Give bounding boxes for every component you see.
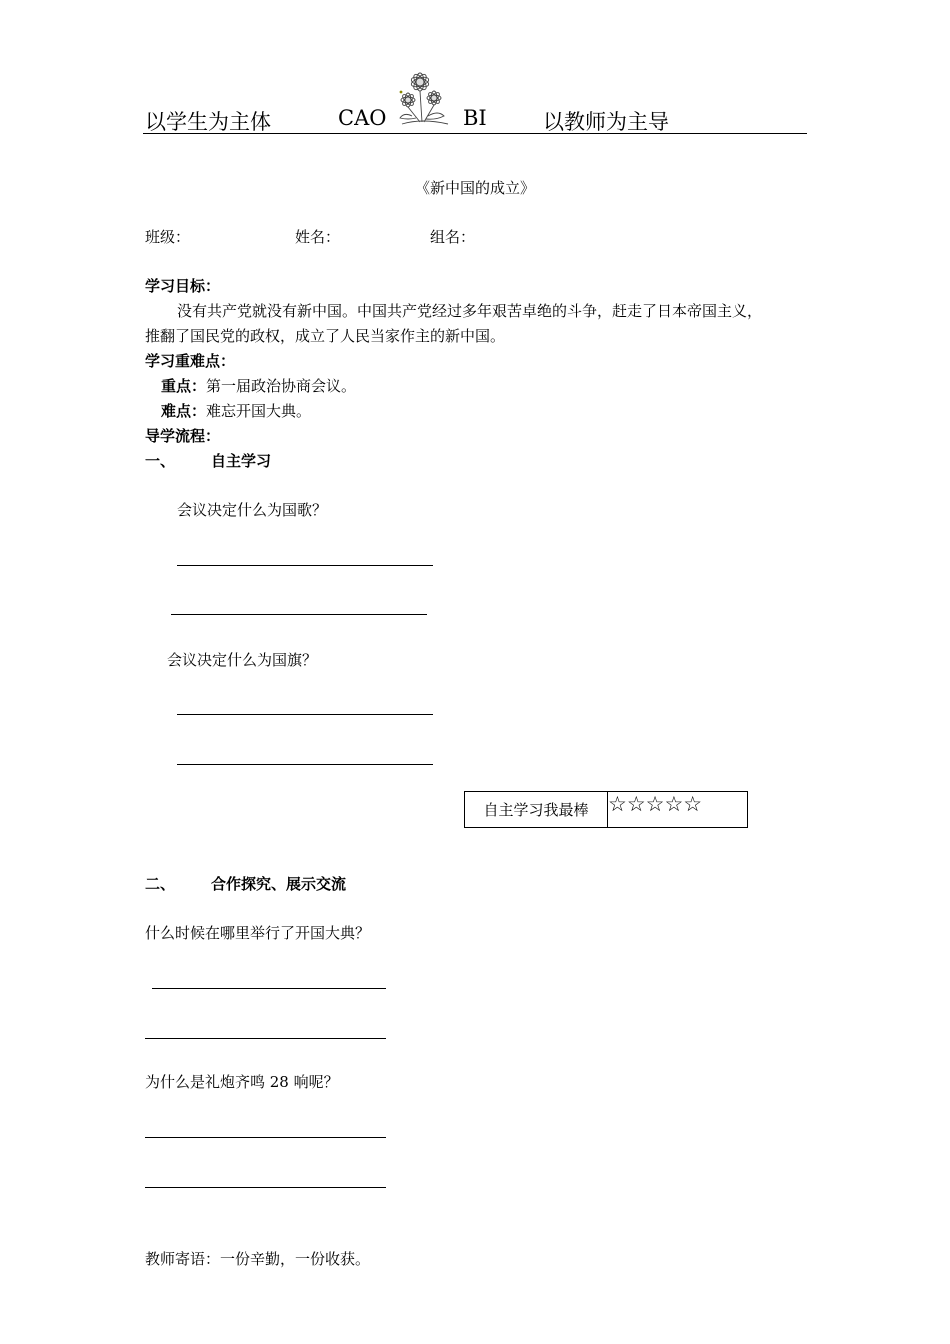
answer-line[interactable] (177, 714, 433, 715)
header-bi: BI (463, 106, 487, 130)
focus-text: 第一届政治协商会议。 (206, 377, 357, 395)
flow-heading: 导学流程： (145, 427, 221, 445)
difficulty-text: 难忘开国大典。 (206, 402, 312, 420)
section2-question-2: 为什么是礼炮齐鸣 28 响呢？ (145, 1073, 339, 1091)
answer-line[interactable] (152, 988, 386, 989)
objectives-line-2: 推翻了国民党的政权，成立了人民当家作主的新中国。 (145, 327, 506, 345)
name-label: 姓名： (295, 228, 341, 246)
objectives-line-1: 没有共产党就没有新中国。中国共产党经过多年艰苦卓绝的斗争，赶走了日本帝国主义， (177, 302, 763, 320)
header-left-motto: 以学生为主体 (145, 110, 271, 134)
class-label: 班级： (145, 228, 191, 246)
group-label: 组名： (430, 228, 476, 246)
difficulty-point (161, 400, 311, 421)
header-right-motto: 以教师为主导 (543, 110, 669, 134)
self-rating-table (464, 791, 748, 828)
rating-stars[interactable]: ☆☆☆☆☆ (608, 792, 748, 828)
answer-line[interactable] (145, 1187, 386, 1188)
section1-number: 一、 (145, 452, 176, 470)
section2-question-1: 什么时候在哪里举行了开国大典？ (145, 924, 371, 942)
difficulty-label: 难点： (161, 402, 207, 420)
answer-line[interactable] (177, 764, 433, 765)
focus-point (161, 375, 356, 396)
section1-title: 自主学习 (211, 452, 272, 470)
teacher-message: 教师寄语：一份辛勤，一份收获。 (145, 1250, 371, 1268)
answer-line[interactable] (171, 614, 427, 615)
objectives-heading: 学习目标： (145, 277, 221, 295)
answer-line[interactable] (145, 1038, 386, 1039)
focus-label: 重点： (161, 377, 207, 395)
document-title: 《新中国的成立》 (414, 179, 535, 197)
header-rule (143, 133, 807, 134)
section2-number: 二、 (145, 875, 176, 893)
key-points-heading: 学习重难点： (145, 352, 236, 370)
header-cao: CAO (338, 106, 387, 130)
section1-question-2: 会议决定什么为国旗？ (167, 651, 318, 669)
answer-line[interactable] (177, 565, 433, 566)
section1-question-1: 会议决定什么为国歌？ (177, 501, 328, 519)
self-rating-label: 自主学习我最棒 (465, 792, 608, 828)
answer-line[interactable] (145, 1137, 386, 1138)
flower-icon (392, 66, 454, 130)
section2-title: 合作探究、展示交流 (211, 875, 347, 893)
